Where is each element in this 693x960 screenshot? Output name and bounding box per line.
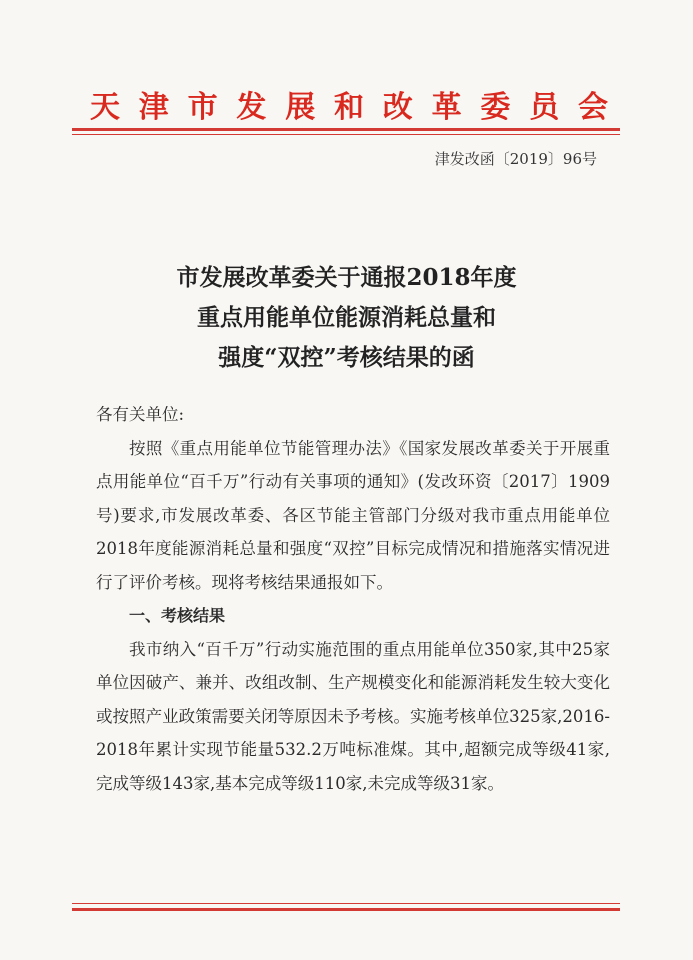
document-title-line-3: 强度“双控”考核结果的函 bbox=[218, 344, 475, 371]
document-body bbox=[96, 398, 610, 800]
paragraph-2: 我市纳入“百千万”行动实施范围的重点用能单位350家,其中25家单位因破产、兼并、改组改制、生产规模变化和能源消耗发生较大变化或按照产业政策需要关闭等原因未予考核。实施考核单位325家,2016-2018年累计实现节能量532.2万吨标准煤。其中,超额完成等级41家,完成等级143家,基本完成等级110家,未完成等级31家。 bbox=[96, 639, 610, 793]
header-red-rule bbox=[72, 128, 620, 131]
section-heading-1: 一、考核结果 bbox=[129, 606, 226, 625]
paragraph-1: 按照《重点用能单位节能管理办法》《国家发展改革委关于开展重点用能单位“百千万”行动有关事项的通知》(发改环资〔2017〕1909号)要求,市发展改革委、各区节能主管部门分级对我市重点用能单位2018年度能源消耗总量和强度“双控”目标完成情况和措施落实情况进行了评价考核。现将考核结果通报如下。 bbox=[96, 438, 610, 592]
header-red-rule-thin bbox=[72, 134, 620, 135]
footer-red-rule bbox=[72, 908, 620, 911]
document-number: 津发改函〔2019〕96号 bbox=[434, 150, 597, 168]
document-title-line-1: 市发展改革委关于通报2018年度 bbox=[176, 264, 517, 291]
document-title-line-2: 重点用能单位能源消耗总量和 bbox=[197, 304, 496, 331]
salutation: 各有关单位: bbox=[96, 405, 185, 424]
footer-red-rule-thin bbox=[72, 903, 620, 904]
agency-name: 天津市发展和改革委员会 bbox=[90, 90, 610, 125]
document-title bbox=[0, 258, 693, 378]
